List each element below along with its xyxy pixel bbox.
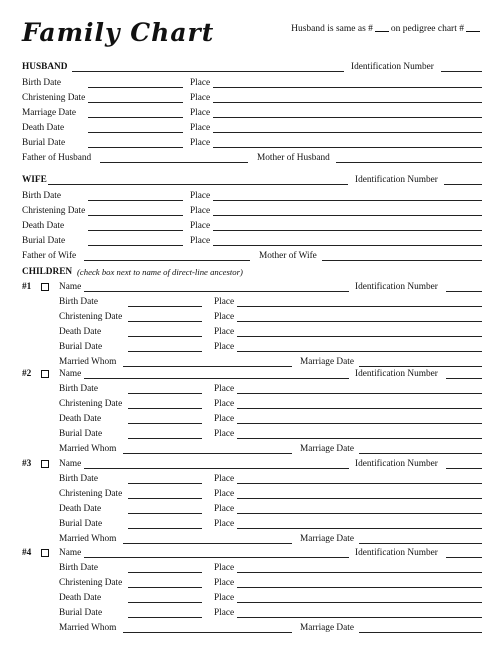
wife-event-date-field[interactable] — [88, 200, 183, 201]
husband-place-label: Place — [190, 138, 211, 148]
wife-event-place-field[interactable] — [213, 200, 482, 201]
direct-line-checkbox[interactable] — [41, 549, 49, 557]
children-note: (check box next to name of direct-line ancestor) — [77, 267, 243, 277]
child-name-label: Name — [59, 369, 82, 379]
child-place-label: Place — [214, 504, 235, 514]
wife-place-label: Place — [190, 191, 211, 201]
husband-event-place-field[interactable] — [213, 102, 482, 103]
child-name-label: Name — [59, 459, 82, 469]
form-row — [0, 562, 500, 575]
husband-name-field[interactable] — [72, 71, 344, 72]
wife-id-label: Identification Number — [355, 175, 438, 185]
child-event-label: Burial Date — [59, 519, 103, 529]
child-place-label: Place — [214, 429, 235, 439]
child-event-label: Burial Date — [59, 608, 103, 618]
form-row — [0, 61, 500, 74]
child-event-label: Death Date — [59, 504, 102, 514]
husband-event-place-field[interactable] — [213, 117, 482, 118]
child-spouse-field[interactable] — [123, 366, 292, 367]
wife-name-field[interactable] — [48, 184, 348, 185]
form-row — [0, 235, 500, 248]
husband-number-field[interactable] — [375, 31, 389, 32]
wife-event-label: Death Date — [22, 221, 65, 231]
child-marriage-date-field[interactable] — [359, 632, 482, 633]
child-spouse-field[interactable] — [123, 543, 292, 544]
husband-event-date-field[interactable] — [88, 87, 183, 88]
child-event-label: Death Date — [59, 414, 102, 424]
child-married-label: Married Whom — [59, 623, 117, 633]
child-place-label: Place — [214, 489, 235, 499]
child-marriage-date-label: Marriage Date — [300, 444, 354, 454]
child-place-label: Place — [214, 399, 235, 409]
child-event-label: Birth Date — [59, 297, 98, 307]
child-event-label: Birth Date — [59, 474, 98, 484]
form-row — [0, 311, 500, 324]
husband-father-label: Father of Husband — [22, 153, 92, 163]
form-row — [0, 137, 500, 150]
husband-event-label: Marriage Date — [22, 108, 76, 118]
husband-event-label: Burial Date — [22, 138, 66, 148]
child-id-label: Identification Number — [355, 548, 438, 558]
child-event-place-field[interactable] — [237, 602, 482, 603]
child-place-label: Place — [214, 384, 235, 394]
form-row — [0, 577, 500, 590]
child-place-label: Place — [214, 593, 235, 603]
pedigree-middle: on pedigree chart # — [390, 24, 464, 34]
wife-heading: WIFE — [22, 175, 47, 185]
husband-place-label: Place — [190, 108, 211, 118]
child-spouse-field[interactable] — [123, 632, 292, 633]
child-event-date-field[interactable] — [128, 408, 202, 409]
wife-id-field[interactable] — [444, 184, 482, 185]
child-place-label: Place — [214, 474, 235, 484]
child-event-label: Death Date — [59, 327, 102, 337]
form-row — [0, 383, 500, 396]
child-event-label: Christening Date — [59, 399, 123, 409]
child-spouse-field[interactable] — [123, 453, 292, 454]
pedigree-chart-number-field[interactable] — [466, 31, 480, 32]
husband-event-date-field[interactable] — [88, 132, 183, 133]
child-event-date-field[interactable] — [128, 336, 202, 337]
form-row — [0, 428, 500, 441]
child-marriage-date-field[interactable] — [359, 543, 482, 544]
wife-event-place-field[interactable] — [213, 245, 482, 246]
child-name-field[interactable] — [84, 468, 349, 469]
wife-father-label: Father of Wife — [22, 251, 77, 261]
form-row — [0, 122, 500, 135]
children-heading: CHILDREN — [22, 267, 73, 277]
child-event-place-field[interactable] — [237, 617, 482, 618]
husband-mother-label: Mother of Husband — [257, 153, 330, 163]
child-marriage-date-field[interactable] — [359, 366, 482, 367]
husband-event-place-field[interactable] — [213, 87, 482, 88]
child-event-place-field[interactable] — [237, 351, 482, 352]
pedigree-prefix: Husband is same as # — [291, 24, 373, 34]
form-row — [0, 266, 500, 279]
child-event-date-field[interactable] — [128, 351, 202, 352]
wife-mother-field[interactable] — [322, 260, 482, 261]
wife-event-place-field[interactable] — [213, 230, 482, 231]
direct-line-checkbox[interactable] — [41, 370, 49, 378]
child-name-label: Name — [59, 548, 82, 558]
child-number: #1 — [22, 282, 32, 292]
form-row — [0, 458, 500, 471]
form-row — [0, 220, 500, 233]
form-row — [0, 296, 500, 309]
husband-event-label: Christening Date — [22, 93, 86, 103]
child-event-place-field[interactable] — [237, 408, 482, 409]
child-id-field[interactable] — [446, 291, 482, 292]
child-number: #2 — [22, 369, 32, 379]
wife-place-label: Place — [190, 206, 211, 216]
child-name-field[interactable] — [84, 557, 349, 558]
child-event-date-field[interactable] — [128, 321, 202, 322]
child-event-place-field[interactable] — [237, 528, 482, 529]
child-id-field[interactable] — [446, 378, 482, 379]
child-event-label: Burial Date — [59, 342, 103, 352]
wife-place-label: Place — [190, 236, 211, 246]
child-event-place-field[interactable] — [237, 393, 482, 394]
child-event-label: Burial Date — [59, 429, 103, 439]
child-name-label: Name — [59, 282, 82, 292]
child-place-label: Place — [214, 327, 235, 337]
form-row — [0, 607, 500, 620]
husband-event-place-field[interactable] — [213, 147, 482, 148]
husband-place-label: Place — [190, 93, 211, 103]
husband-event-date-field[interactable] — [88, 117, 183, 118]
child-event-date-field[interactable] — [128, 572, 202, 573]
wife-event-date-field[interactable] — [88, 245, 183, 246]
child-event-place-field[interactable] — [237, 336, 482, 337]
form-row — [0, 92, 500, 105]
child-place-label: Place — [214, 312, 235, 322]
wife-event-date-field[interactable] — [88, 215, 183, 216]
form-row — [0, 107, 500, 120]
form-row — [0, 413, 500, 426]
wife-place-label: Place — [190, 221, 211, 231]
child-event-place-field[interactable] — [237, 438, 482, 439]
child-event-date-field[interactable] — [128, 393, 202, 394]
child-marriage-date-label: Marriage Date — [300, 534, 354, 544]
child-marriage-date-label: Marriage Date — [300, 623, 354, 633]
husband-event-place-field[interactable] — [213, 132, 482, 133]
wife-event-label: Birth Date — [22, 191, 61, 201]
form-row — [0, 547, 500, 560]
form-row — [0, 152, 500, 165]
child-married-label: Married Whom — [59, 444, 117, 454]
child-id-label: Identification Number — [355, 369, 438, 379]
child-place-label: Place — [214, 297, 235, 307]
husband-heading: HUSBAND — [22, 62, 68, 72]
child-event-date-field[interactable] — [128, 513, 202, 514]
form-row — [0, 368, 500, 381]
husband-event-label: Birth Date — [22, 78, 61, 88]
husband-mother-field[interactable] — [336, 162, 482, 163]
husband-id-label: Identification Number — [351, 62, 434, 72]
child-event-label: Christening Date — [59, 489, 123, 499]
child-married-label: Married Whom — [59, 357, 117, 367]
child-place-label: Place — [214, 342, 235, 352]
child-id-label: Identification Number — [355, 459, 438, 469]
child-event-label: Death Date — [59, 593, 102, 603]
form-row — [0, 622, 500, 635]
form-row — [0, 250, 500, 263]
direct-line-checkbox[interactable] — [41, 283, 49, 291]
child-place-label: Place — [214, 414, 235, 424]
form-row — [0, 398, 500, 411]
child-marriage-date-field[interactable] — [359, 453, 482, 454]
form-row — [0, 205, 500, 218]
form-row — [0, 326, 500, 339]
pedigree-reference — [291, 24, 482, 34]
husband-event-date-field[interactable] — [88, 147, 183, 148]
wife-mother-label: Mother of Wife — [259, 251, 317, 261]
child-place-label: Place — [214, 563, 235, 573]
child-event-place-field[interactable] — [237, 498, 482, 499]
form-row — [0, 174, 500, 187]
form-row — [0, 190, 500, 203]
child-event-date-field[interactable] — [128, 587, 202, 588]
child-place-label: Place — [214, 608, 235, 618]
child-event-place-field[interactable] — [237, 513, 482, 514]
wife-father-field[interactable] — [84, 260, 250, 261]
form-title: Family Chart — [22, 18, 215, 47]
form-row — [0, 533, 500, 546]
husband-place-label: Place — [190, 123, 211, 133]
husband-event-label: Death Date — [22, 123, 65, 133]
child-event-place-field[interactable] — [237, 423, 482, 424]
child-event-date-field[interactable] — [128, 438, 202, 439]
child-name-field[interactable] — [84, 291, 349, 292]
wife-event-date-field[interactable] — [88, 230, 183, 231]
child-event-label: Birth Date — [59, 384, 98, 394]
wife-event-label: Burial Date — [22, 236, 66, 246]
form-row — [0, 281, 500, 294]
child-event-date-field[interactable] — [128, 306, 202, 307]
child-event-label: Christening Date — [59, 578, 123, 588]
child-event-date-field[interactable] — [128, 602, 202, 603]
child-event-place-field[interactable] — [237, 483, 482, 484]
form-row — [0, 341, 500, 354]
form-row — [0, 473, 500, 486]
wife-event-place-field[interactable] — [213, 215, 482, 216]
form-row — [0, 443, 500, 456]
child-marriage-date-label: Marriage Date — [300, 357, 354, 367]
wife-event-label: Christening Date — [22, 206, 86, 216]
child-number: #4 — [22, 548, 32, 558]
husband-father-field[interactable] — [100, 162, 248, 163]
child-event-date-field[interactable] — [128, 423, 202, 424]
husband-place-label: Place — [190, 78, 211, 88]
form-row — [0, 77, 500, 90]
child-id-label: Identification Number — [355, 282, 438, 292]
child-married-label: Married Whom — [59, 534, 117, 544]
child-number: #3 — [22, 459, 32, 469]
child-event-place-field[interactable] — [237, 587, 482, 588]
form-row — [0, 592, 500, 605]
child-event-place-field[interactable] — [237, 572, 482, 573]
form-row — [0, 488, 500, 501]
husband-event-date-field[interactable] — [88, 102, 183, 103]
child-name-field[interactable] — [84, 378, 349, 379]
child-event-date-field[interactable] — [128, 498, 202, 499]
child-place-label: Place — [214, 519, 235, 529]
form-row — [0, 503, 500, 516]
child-id-field[interactable] — [446, 557, 482, 558]
child-place-label: Place — [214, 578, 235, 588]
child-event-label: Christening Date — [59, 312, 123, 322]
child-event-date-field[interactable] — [128, 483, 202, 484]
child-id-field[interactable] — [446, 468, 482, 469]
child-event-date-field[interactable] — [128, 617, 202, 618]
form-row — [0, 518, 500, 531]
child-event-place-field[interactable] — [237, 321, 482, 322]
child-event-date-field[interactable] — [128, 528, 202, 529]
husband-id-field[interactable] — [441, 71, 482, 72]
direct-line-checkbox[interactable] — [41, 460, 49, 468]
child-event-label: Birth Date — [59, 563, 98, 573]
child-event-place-field[interactable] — [237, 306, 482, 307]
